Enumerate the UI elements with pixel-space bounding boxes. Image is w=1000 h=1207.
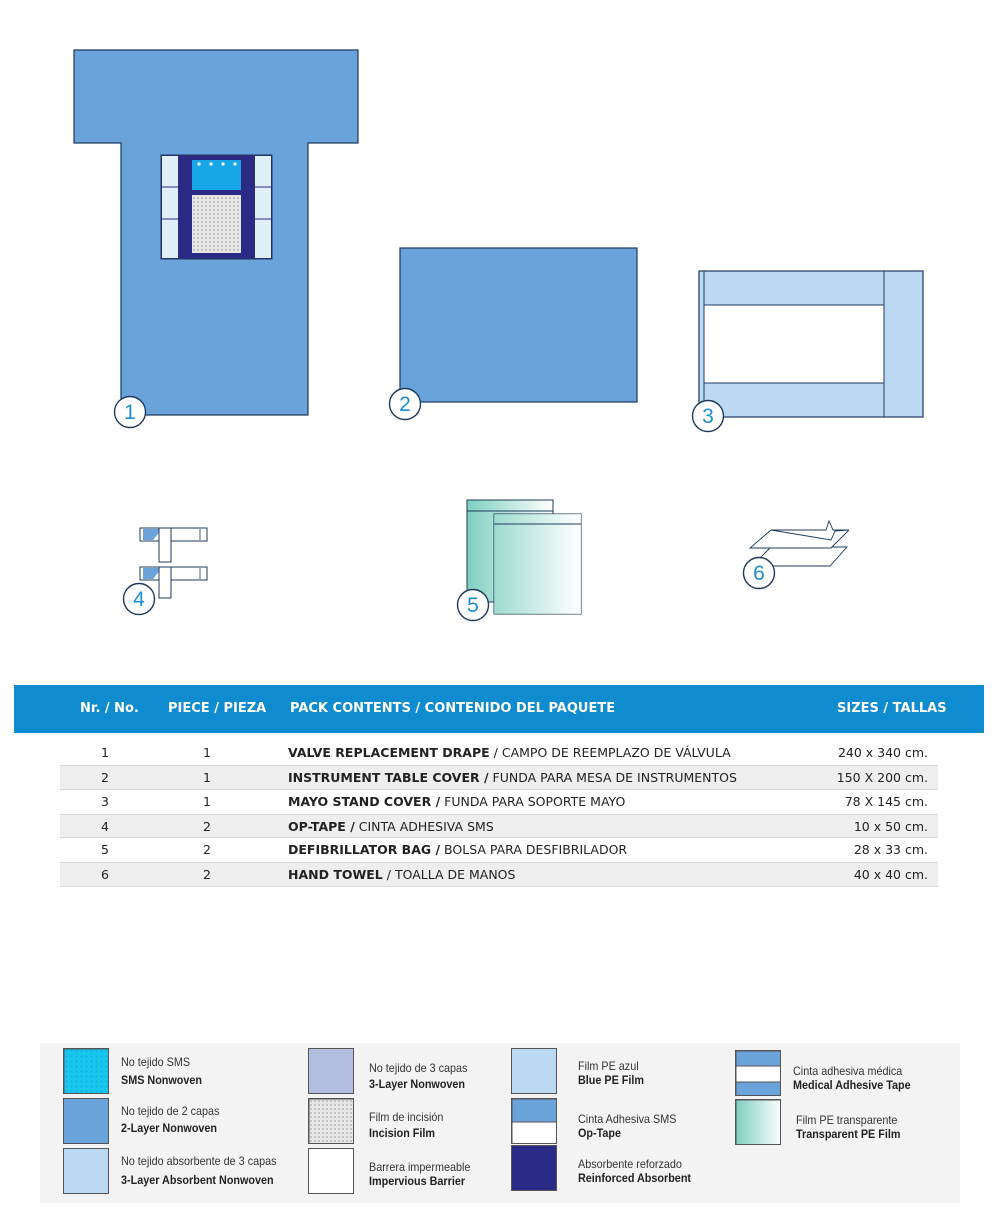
three-layer-absorbent-swatch bbox=[63, 1148, 109, 1194]
pack-contents-table bbox=[14, 685, 984, 883]
row-contents bbox=[288, 766, 737, 790]
row-contents bbox=[288, 863, 515, 887]
row-name-es: BOLSA PARA DESFIBRILADOR bbox=[440, 842, 628, 858]
three-layer-nonwoven-swatch bbox=[308, 1048, 354, 1094]
row-piece: 2 bbox=[203, 842, 211, 858]
legend-label-en: Transparent PE Film bbox=[796, 1127, 901, 1141]
legend-label-en: 3-Layer Absorbent Nonwoven bbox=[121, 1173, 274, 1187]
legend-label-en: Impervious Barrier bbox=[369, 1174, 466, 1188]
header-sizes: SIZES / TALLAS bbox=[837, 701, 947, 716]
legend-label-es: No tejido absorbente de 3 capas bbox=[121, 1154, 277, 1168]
row-contents bbox=[288, 790, 625, 814]
row-name-es: FUNDA PARA MESA DE INSTRUMENTOS bbox=[488, 770, 737, 786]
mayo-stand-cover bbox=[699, 271, 923, 417]
legend-label-es: Absorbente reforzado bbox=[578, 1157, 682, 1171]
legend-label-en: Medical Adhesive Tape bbox=[793, 1078, 911, 1092]
row-contents bbox=[288, 741, 731, 765]
legend-label-es: Cinta adhesiva médica bbox=[793, 1064, 903, 1078]
legend-label-es: Film PE azul bbox=[578, 1059, 639, 1073]
table-header bbox=[14, 685, 984, 733]
instrument-table-cover bbox=[400, 248, 637, 402]
svg-text:5: 5 bbox=[467, 594, 479, 617]
row-piece: 2 bbox=[203, 818, 211, 834]
material-legend bbox=[40, 1043, 960, 1203]
item-number-5 bbox=[458, 590, 489, 621]
row-size: 40 x 40 cm. bbox=[853, 867, 928, 883]
row-name-es: / TOALLA DE MANOS bbox=[382, 867, 516, 883]
item-number-3 bbox=[693, 401, 724, 432]
table-row bbox=[60, 862, 938, 886]
row-name-en: HAND TOWEL bbox=[288, 867, 383, 883]
row-name-es: CINTA ADHESIVA SMS bbox=[354, 818, 494, 834]
legend-label-es: Cinta Adhesiva SMS bbox=[578, 1112, 677, 1126]
row-name-es: FUNDA PARA SOPORTE MAYO bbox=[440, 793, 626, 809]
two-layer-nonwoven-swatch bbox=[63, 1098, 109, 1144]
blue-pe-film-swatch bbox=[511, 1048, 557, 1094]
table-row bbox=[60, 765, 938, 789]
legend-label-es: No tejido de 2 capas bbox=[121, 1104, 220, 1118]
row-nr: 3 bbox=[101, 793, 109, 809]
row-name-en: INSTRUMENT TABLE COVER / bbox=[288, 770, 489, 786]
table-body bbox=[60, 741, 938, 887]
row-size: 28 x 33 cm. bbox=[853, 842, 928, 858]
legend-label-es: No tejido de 3 capas bbox=[369, 1061, 468, 1075]
row-contents bbox=[288, 815, 494, 839]
table-row bbox=[60, 790, 938, 814]
row-name-en: OP-TAPE / bbox=[288, 818, 355, 834]
row-piece: 1 bbox=[203, 770, 211, 786]
row-piece: 1 bbox=[203, 745, 211, 760]
legend-label-en: Reinforced Absorbent bbox=[578, 1171, 692, 1185]
row-nr: 1 bbox=[101, 745, 109, 760]
legend-label-es: Film PE transparente bbox=[796, 1113, 898, 1127]
svg-text:4: 4 bbox=[133, 588, 145, 611]
op-tape-swatch bbox=[511, 1098, 557, 1144]
row-nr: 4 bbox=[101, 818, 109, 834]
table-row bbox=[60, 814, 938, 838]
impervious-barrier-swatch bbox=[308, 1148, 354, 1194]
row-contents bbox=[288, 838, 627, 862]
row-name-es: / CAMPO DE REEMPLAZO DE VÁLVULA bbox=[489, 745, 731, 760]
svg-text:6: 6 bbox=[753, 562, 765, 585]
item-number-6 bbox=[744, 558, 775, 589]
row-nr: 2 bbox=[101, 770, 109, 786]
row-name-en: DEFIBRILLATOR BAG / bbox=[288, 842, 441, 858]
row-size: 78 X 145 cm. bbox=[844, 793, 928, 809]
legend-label-en: Blue PE Film bbox=[578, 1073, 645, 1087]
row-nr: 5 bbox=[101, 842, 109, 858]
medical-adhesive-tape-swatch bbox=[735, 1050, 781, 1096]
svg-text:1: 1 bbox=[124, 401, 136, 424]
header-contents: PACK CONTENTS / CONTENIDO DEL PAQUETE bbox=[290, 701, 616, 716]
header-piece: PIECE / PIEZA bbox=[168, 701, 267, 716]
sms-nonwoven-swatch bbox=[63, 1048, 109, 1094]
legend-label-en: 2-Layer Nonwoven bbox=[121, 1121, 218, 1135]
reinforced-absorbent-swatch bbox=[511, 1145, 557, 1191]
row-piece: 1 bbox=[203, 793, 211, 809]
table-row bbox=[60, 741, 938, 765]
svg-text:3: 3 bbox=[702, 405, 714, 428]
legend-label-es: Film de incisión bbox=[369, 1110, 444, 1124]
row-name-en: VALVE REPLACEMENT DRAPE bbox=[288, 745, 490, 760]
incision-film-swatch bbox=[308, 1098, 354, 1144]
item-number-2 bbox=[390, 389, 421, 420]
row-piece: 2 bbox=[203, 867, 211, 883]
row-size: 150 X 200 cm. bbox=[836, 770, 928, 786]
item-number-1 bbox=[115, 397, 146, 428]
row-size: 10 x 50 cm. bbox=[853, 818, 928, 834]
table-row bbox=[60, 838, 938, 862]
valve-replacement-drape bbox=[74, 50, 358, 415]
item-number-4 bbox=[124, 584, 155, 615]
svg-text:2: 2 bbox=[399, 393, 411, 416]
transparent-pe-film-swatch bbox=[735, 1099, 781, 1145]
row-nr: 6 bbox=[101, 867, 109, 883]
legend-label-en: Incision Film bbox=[369, 1126, 436, 1140]
header-nr: Nr. / No. bbox=[80, 701, 139, 716]
legend-label-es: No tejido SMS bbox=[121, 1055, 191, 1069]
legend-label-en: Op-Tape bbox=[578, 1126, 622, 1140]
legend-label-en: 3-Layer Nonwoven bbox=[369, 1077, 466, 1091]
row-size: 240 x 340 cm. bbox=[837, 745, 928, 760]
row-name-en: MAYO STAND COVER / bbox=[288, 793, 441, 809]
legend-label-en: SMS Nonwoven bbox=[121, 1073, 203, 1087]
legend-label-es: Barrera impermeable bbox=[369, 1160, 471, 1174]
